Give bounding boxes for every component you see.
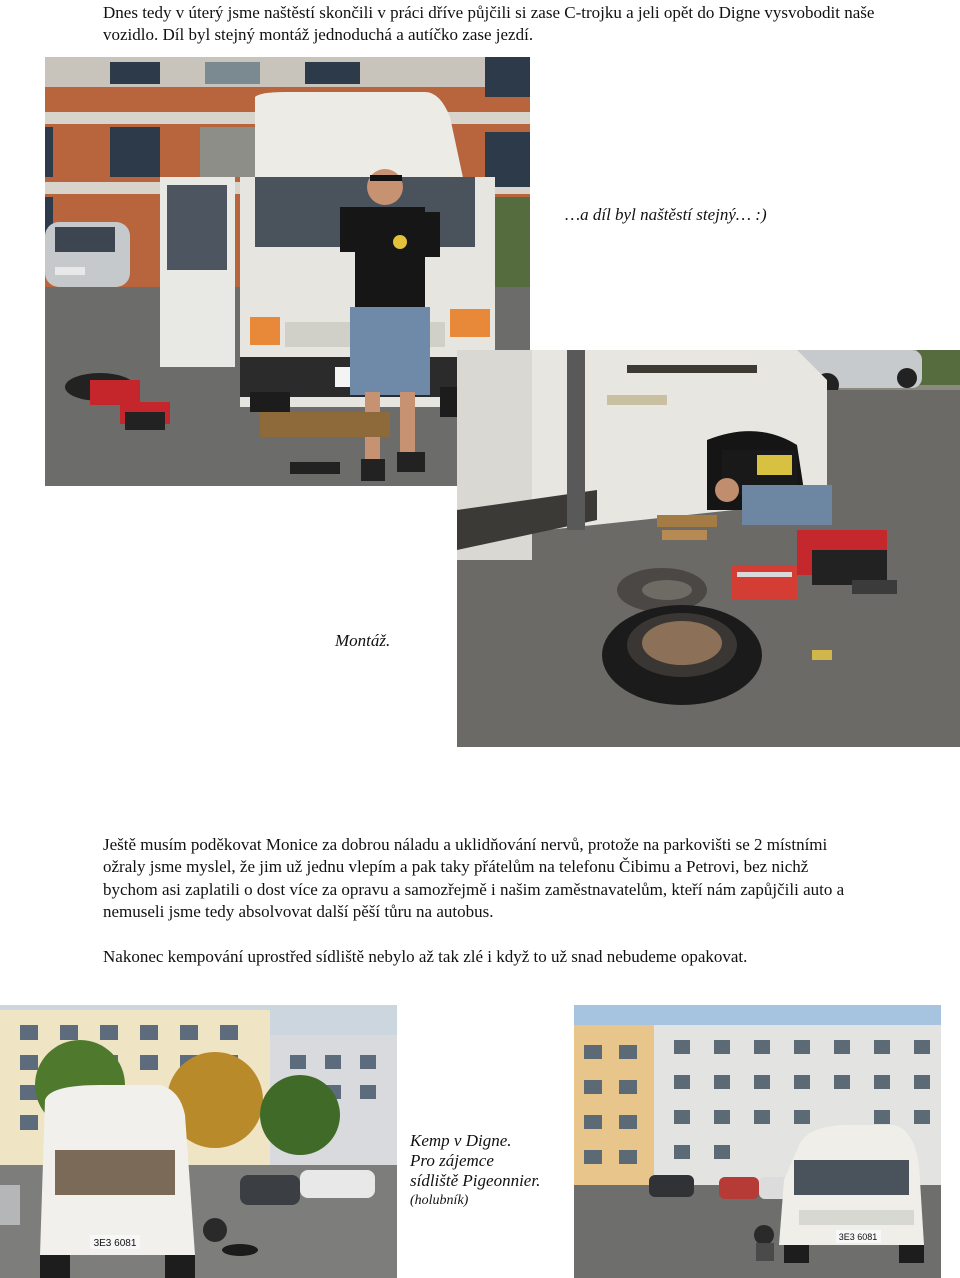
photo-assembly-under-van (457, 350, 960, 747)
photo-van-courtyard-rear (0, 1005, 397, 1278)
caption-camp-line3: sídliště Pigeonnier. (410, 1171, 541, 1190)
caption-camp-line1: Kemp v Digne. (410, 1131, 512, 1150)
intro-paragraph: Dnes tedy v úterý jsme naštěstí skončili v práci dříve půjčili si zase C-trojku a jeli opět do Digne vysvobodit naše vozidlo. Díl byl stejný montáž jednoduchá a autíčko zase jezdí. (103, 3, 875, 45)
thanks-paragraph: Ještě musím poděkovat Monice za dobrou náladu a uklidňování nervů, protože na parkovišti se 2 místními ožraly jsme myslel, že jim už jednu vlepím a pak taky přátelům na telefonu Čibimu a Petrovi, bez nichž bychom asi zaplatili o dost více za opravu a samozřejmě i našim zaměstnavatelům, kteří nám zapůjčili auto a nemuseli jsme tedy absolvovat další pěší tůru na autobus. (103, 835, 845, 921)
caption-camp (410, 1131, 540, 1211)
photo-van-courtyard-front (574, 1005, 941, 1278)
plate-text-front-small: 3E3 6081 (838, 1232, 878, 1242)
caption-camp-note: (holubník) (410, 1193, 469, 1208)
caption-camp-line2: Pro zájemce (410, 1151, 494, 1170)
caption-assembly: Montáž. (335, 631, 391, 650)
plate-text-rear: 3E3 6081 (93, 1238, 137, 1249)
closing-paragraph: Nakonec kempování uprostřed sídliště nebylo až tak zlé i když to už snad nebudeme opakovat. (103, 947, 748, 966)
caption-part-same: …a díl byl naštěstí stejný… :) (565, 205, 767, 224)
